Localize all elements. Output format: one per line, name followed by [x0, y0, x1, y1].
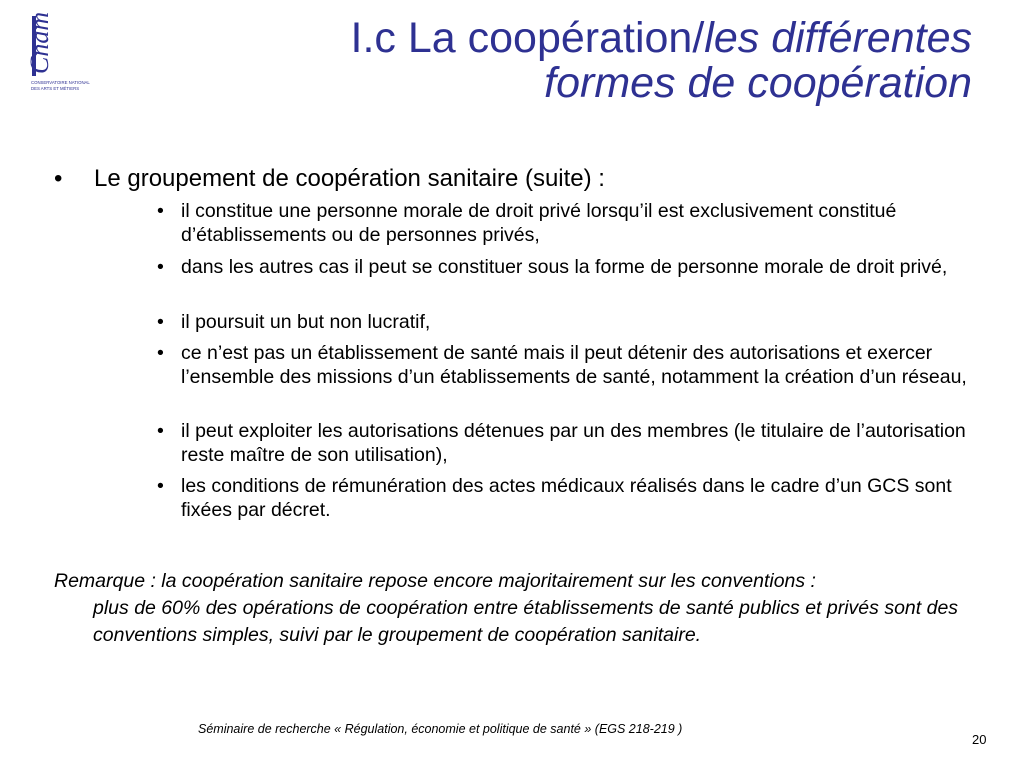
sub-bullet: [157, 256, 987, 280]
remark-first-line: Remarque : la coopération sanitaire repose encore majoritairement sur les conventions :: [54, 570, 816, 592]
sub-bullet: [157, 475, 987, 522]
remark-continuation: plus de 60% des opérations de coopération entre établissements de santé publics et privés sont des conventions simples, suivi par le groupement de coopération sanitaire.: [93, 597, 959, 646]
title-regular-part: I.c La coopération/: [350, 14, 705, 62]
sub-bullet-marker: •: [157, 256, 164, 278]
sub-bullet-marker: •: [157, 420, 164, 442]
sub-bullet-text: les conditions de rémunération des actes médicaux réalisés dans le cadre d’un GCS sont fixées par décret.: [181, 475, 952, 521]
sub-bullet-marker: •: [157, 342, 164, 364]
sub-bullet-marker: •: [157, 311, 164, 333]
logo-tagline-1: CONSERVATOIRE NATIONAL: [31, 80, 90, 85]
sub-bullet: [157, 200, 987, 247]
title-line-2: formes de coopération: [544, 59, 972, 107]
bullet-marker: •: [54, 165, 63, 192]
sub-bullet-text: il peut exploiter les autorisations détenues par un des membres (le titulaire de l’autorisation reste maître de son utilisation),: [181, 420, 966, 466]
logo-wordmark: Cnam: [25, 11, 54, 74]
sub-bullet-marker: •: [157, 200, 164, 222]
sub-bullet-text: il poursuit un but non lucratif,: [181, 311, 431, 333]
logo-tagline-2: DES ARTS ET MÉTIERS: [31, 86, 80, 91]
sub-bullet-text: dans les autres cas il peut se constituer sous la forme de personne morale de droit privé,: [181, 256, 948, 278]
sub-bullet: [157, 420, 987, 467]
title-italic-part: les différentes: [704, 14, 972, 62]
sub-bullet-marker: •: [157, 475, 164, 497]
sub-bullet-text: ce n’est pas un établissement de santé mais il peut détenir des autorisations et exercer l’ensemble des missions d’un établissements de santé, notamment la création d’un réseau,: [181, 342, 967, 388]
main-bullet-text: Le groupement de coopération sanitaire (suite) :: [94, 165, 605, 192]
remark-paragraph: [54, 568, 984, 649]
page-number: 20: [972, 732, 987, 747]
sub-bullet: [157, 311, 987, 335]
sub-bullet-text: il constitue une personne morale de droit privé lorsqu’il est exclusivement constitué d’établissements ou de personnes privés,: [181, 200, 897, 246]
sub-bullet: [157, 342, 987, 389]
footer-text: Séminaire de recherche « Régulation, économie et politique de santé » (EGS 218-219 ): [198, 722, 683, 736]
